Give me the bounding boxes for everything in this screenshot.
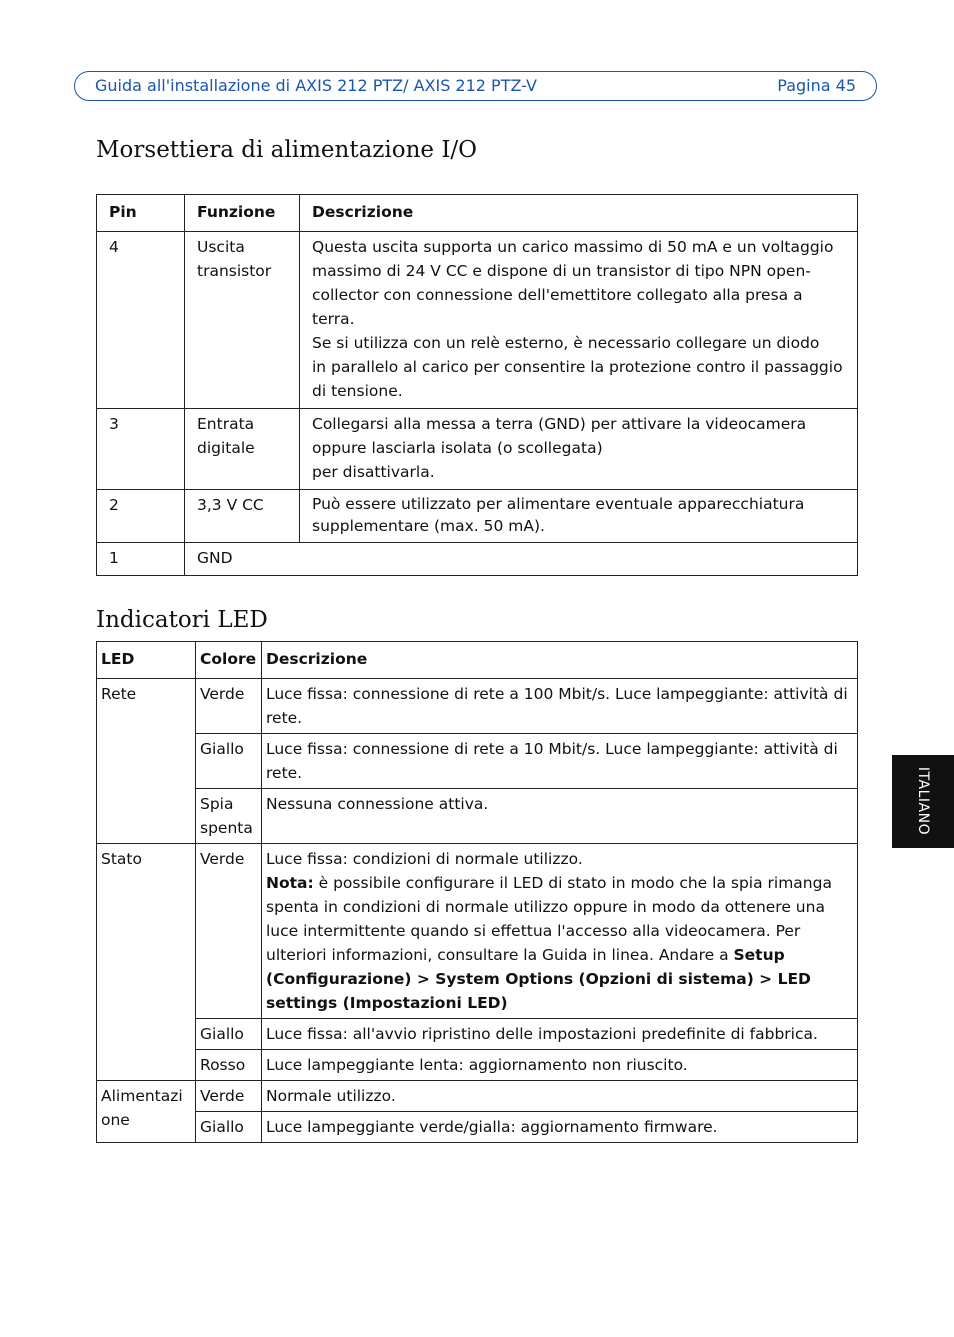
- colore-cell: Verde: [196, 1081, 262, 1112]
- text-line: collector con connessione dell'emettitore collegato alla presa a terra.: [312, 286, 803, 328]
- colore-cell: Verde: [196, 844, 262, 1019]
- descrizione-cell: Luce lampeggiante verde/gialla: aggiornamento firmware.: [262, 1112, 858, 1143]
- table-row: [97, 1081, 858, 1112]
- note-label: Nota:: [266, 874, 314, 892]
- text-line: di tensione.: [312, 382, 403, 400]
- table-row: [97, 1019, 858, 1050]
- led-cell: Rete: [97, 679, 196, 844]
- menu-path: Setup (Configurazione) > System Options (Opzioni di sistema) > LED settings (Impostazioni LED): [266, 946, 811, 1012]
- table-row: [97, 679, 858, 734]
- text-line: Collegarsi alla messa a terra (GND) per attivare la videocamera: [312, 415, 807, 433]
- table-row: [97, 490, 858, 543]
- column-header-descrizione: Descrizione: [300, 195, 858, 232]
- descrizione-cell: Luce fissa: connessione di rete a 10 Mbit/s. Luce lampeggiante: attività di rete.: [262, 734, 858, 789]
- descrizione-cell: [300, 490, 858, 543]
- table-row: [97, 844, 858, 1019]
- text-line: in parallelo al carico per consentire la protezione contro il passaggio: [312, 358, 843, 376]
- header-title: Guida all'installazione di AXIS 212 PTZ/ AXIS 212 PTZ-V: [95, 76, 537, 95]
- table-row: [97, 789, 858, 844]
- descrizione-cell: [300, 232, 858, 409]
- funzione-cell: [185, 232, 300, 409]
- text-line: supplementare (max. 50 mA).: [312, 517, 545, 535]
- column-header-funzione: Funzione: [185, 195, 300, 232]
- colore-cell: Verde: [196, 679, 262, 734]
- text-line: Uscita: [197, 238, 245, 256]
- descrizione-cell: [262, 844, 858, 1019]
- text-line: spenta: [200, 819, 253, 837]
- funzione-cell: [185, 409, 300, 490]
- text-line: Può essere utilizzato per alimentare eventuale apparecchiatura: [312, 495, 805, 513]
- text-line: Se si utilizza con un relè esterno, è necessario collegare un diodo: [312, 334, 820, 352]
- descrizione-cell: Nessuna connessione attiva.: [262, 789, 858, 844]
- colore-cell: [196, 789, 262, 844]
- descrizione-cell: Luce fissa: connessione di rete a 100 Mbit/s. Luce lampeggiante: attività di rete.: [262, 679, 858, 734]
- page-number: Pagina 45: [777, 76, 856, 95]
- colore-cell: Giallo: [196, 1112, 262, 1143]
- text-line: transistor: [197, 262, 272, 280]
- funzione-cell: 3,3 V CC: [185, 490, 300, 543]
- table-header-row: [97, 195, 858, 232]
- table-row: [97, 543, 858, 576]
- descrizione-cell: [300, 409, 858, 490]
- led-section-heading: Indicatori LED: [96, 607, 268, 633]
- descrizione-cell: Luce lampeggiante lenta: aggiornamento non riuscito.: [262, 1050, 858, 1081]
- pin-cell: 4: [97, 232, 185, 409]
- pin-cell: 1: [97, 543, 185, 576]
- table-row: [97, 734, 858, 789]
- text-line: massimo di 24 V CC e dispone di un transistor di tipo NPN open-: [312, 262, 811, 280]
- table-row: [97, 1112, 858, 1143]
- column-header-descrizione: Descrizione: [262, 642, 858, 679]
- table-row: [97, 409, 858, 490]
- table-header-row: [97, 642, 858, 679]
- descrizione-cell: Luce fissa: all'avvio ripristino delle impostazioni predefinite di fabbrica.: [262, 1019, 858, 1050]
- text-line: Spia: [200, 795, 234, 813]
- text-line: Alimentazi: [101, 1087, 183, 1105]
- language-tab-label: ITALIANO: [915, 766, 931, 836]
- column-header-led: LED: [97, 642, 196, 679]
- page-header: [74, 71, 877, 101]
- text-line: Luce fissa: condizioni di normale utilizzo.: [266, 850, 583, 868]
- column-header-colore: Colore: [196, 642, 262, 679]
- funzione-cell: GND: [185, 543, 858, 576]
- text-line: digitale: [197, 439, 255, 457]
- colore-cell: Rosso: [196, 1050, 262, 1081]
- text-line: one: [101, 1111, 130, 1129]
- text-line: Entrata: [197, 415, 255, 433]
- language-tab: [892, 755, 954, 848]
- pin-cell: 3: [97, 409, 185, 490]
- io-section-heading: Morsettiera di alimentazione I/O: [96, 137, 478, 163]
- text-line: Questa uscita supporta un carico massimo di 50 mA e un voltaggio: [312, 238, 834, 256]
- led-indicator-table: [96, 641, 858, 1143]
- pin-cell: 2: [97, 490, 185, 543]
- descrizione-cell: Normale utilizzo.: [262, 1081, 858, 1112]
- io-pin-table: [96, 194, 858, 576]
- colore-cell: Giallo: [196, 734, 262, 789]
- table-row: [97, 232, 858, 409]
- note-text: è possibile configurare il LED di stato in modo che la spia rimanga spenta in condizioni di normale utilizzo oppure in modo da ottenere una luce intermittente quando si effettua l'accesso alla videocamera. Per ulteriori informazioni, consultare la Guida in linea. Andare a: [266, 874, 832, 964]
- text-line: per disattivarla.: [312, 463, 435, 481]
- table-row: [97, 1050, 858, 1081]
- column-header-pin: Pin: [97, 195, 185, 232]
- text-line: oppure lasciarla isolata (o scollegata): [312, 439, 603, 457]
- colore-cell: Giallo: [196, 1019, 262, 1050]
- led-cell: [97, 1081, 196, 1143]
- led-cell: Stato: [97, 844, 196, 1081]
